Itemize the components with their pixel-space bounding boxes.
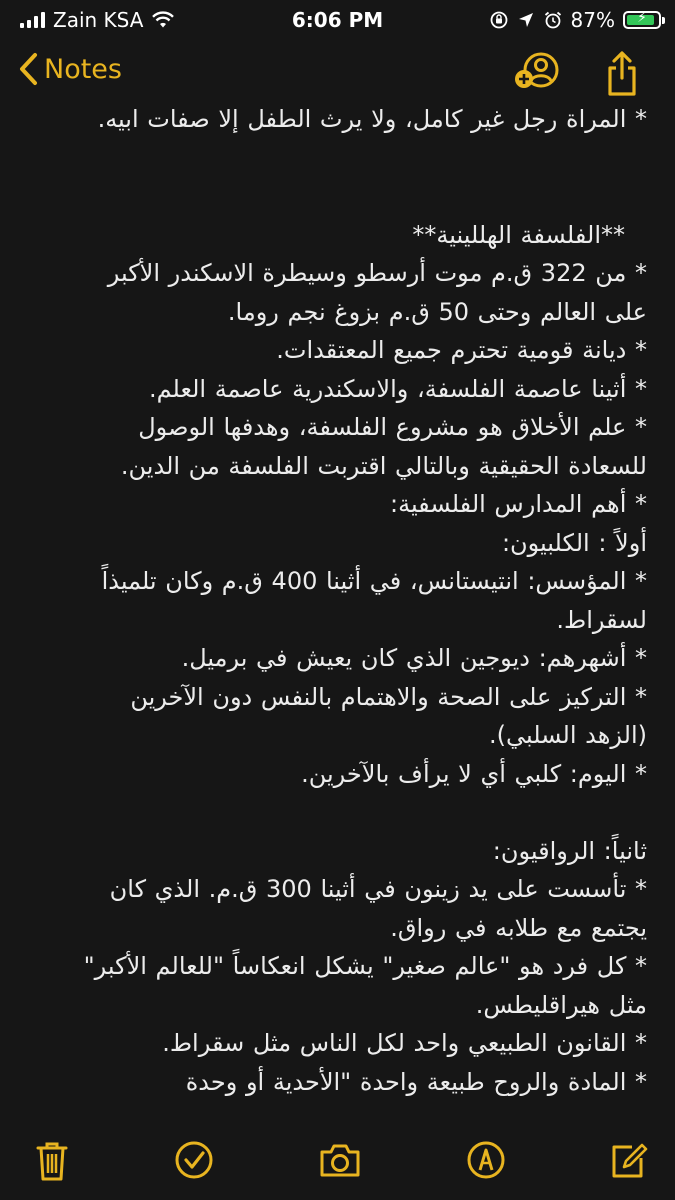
camera-button[interactable] bbox=[318, 1140, 362, 1184]
location-icon bbox=[517, 11, 535, 29]
note-line: يجتمع مع طلابه في رواق. bbox=[390, 913, 647, 942]
note-line: * اليوم: كلبي أي لا يرأف بالآخرين. bbox=[301, 759, 647, 788]
battery-icon: ⚡ bbox=[623, 11, 661, 29]
back-button[interactable] bbox=[18, 52, 122, 86]
note-line: * أشهرهم: ديوجين الذي كان يعيش في برميل. bbox=[181, 644, 647, 672]
note-line: * من 322 ق.م موت أرسطو وسيطرة الاسكندر الأكبر bbox=[107, 259, 647, 287]
note-line bbox=[22, 139, 647, 178]
share-icon bbox=[604, 50, 640, 98]
trash-icon bbox=[35, 1140, 69, 1182]
compose-icon bbox=[610, 1140, 648, 1180]
note-line: * التركيز على الصحة والاهتمام بالنفس دون الآخرين bbox=[130, 682, 647, 711]
carrier-name: Zain KSA bbox=[53, 8, 144, 32]
status-time: 6:06 PM bbox=[291, 8, 384, 32]
alarm-icon bbox=[543, 10, 563, 30]
note-line: * المؤسس: انتيستانس، في أثينا 400 ق.م وكان تلميذاً bbox=[101, 567, 647, 595]
camera-icon bbox=[318, 1140, 362, 1180]
battery-percent: 87% bbox=[570, 8, 615, 32]
markup-button[interactable] bbox=[466, 1140, 506, 1184]
rotation-lock-icon bbox=[489, 10, 509, 30]
checklist-icon bbox=[174, 1140, 214, 1180]
note-line: * المادة والروح طبيعة واحدة "الأحدية أو وحدة bbox=[185, 1067, 647, 1096]
share-button[interactable] bbox=[604, 50, 640, 102]
note-line: * القانون الطبيعي واحد لكل الناس مثل سقراط. bbox=[162, 1029, 647, 1057]
note-line: مثل هيراقليطس. bbox=[475, 990, 647, 1019]
markup-icon bbox=[466, 1140, 506, 1180]
note-line bbox=[22, 177, 647, 216]
status-bar bbox=[0, 0, 675, 38]
note-line: (الزهد السلبي). bbox=[488, 721, 647, 749]
note-line: * ديانة قومية تحترم جميع المعتقدات. bbox=[276, 336, 647, 364]
note-line: * أهم المدارس الفلسفية: bbox=[389, 490, 647, 518]
note-line: * المراة رجل غير كامل، ولا يرث الطفل إلا صفات ابيه. bbox=[97, 105, 647, 133]
add-person-button[interactable] bbox=[512, 50, 560, 98]
note-line: * كل فرد هو "عالم صغير" يشكل انعكاساً "للعالم الأكبر" bbox=[83, 952, 647, 980]
note-line: لسقراط. bbox=[556, 605, 647, 634]
note-line: * تأسست على يد زينون في أثينا 300 ق.م. الذي كان bbox=[109, 875, 647, 903]
note-line: على العالم وحتى 50 ق.م بزوغ نجم روما. bbox=[227, 297, 647, 326]
bottom-toolbar bbox=[0, 1132, 675, 1200]
delete-button[interactable] bbox=[35, 1140, 69, 1186]
note-line: ثانياً: الرواقيون: bbox=[492, 836, 647, 865]
add-person-icon bbox=[512, 50, 560, 94]
note-line: * علم الأخلاق هو مشروع الفلسفة، وهدفها الوصول bbox=[138, 413, 647, 441]
checklist-button[interactable] bbox=[174, 1140, 214, 1184]
nav-bar bbox=[0, 40, 675, 100]
note-line: **الفلسفة الهللينية** bbox=[412, 220, 625, 249]
note-line bbox=[22, 793, 647, 832]
note-body[interactable] bbox=[22, 100, 647, 1120]
note-line: للسعادة الحقيقية وبالتالي اقتربت الفلسفة من الدين. bbox=[120, 451, 647, 480]
chevron-left-icon bbox=[18, 52, 38, 86]
note-line: * أثينا عاصمة الفلسفة، والاسكندرية عاصمة العلم. bbox=[148, 374, 647, 403]
status-right bbox=[489, 8, 661, 32]
note-line: أولاً : الكلبيون: bbox=[501, 528, 647, 557]
compose-button[interactable] bbox=[610, 1140, 648, 1184]
back-button-label: Notes bbox=[44, 53, 122, 85]
